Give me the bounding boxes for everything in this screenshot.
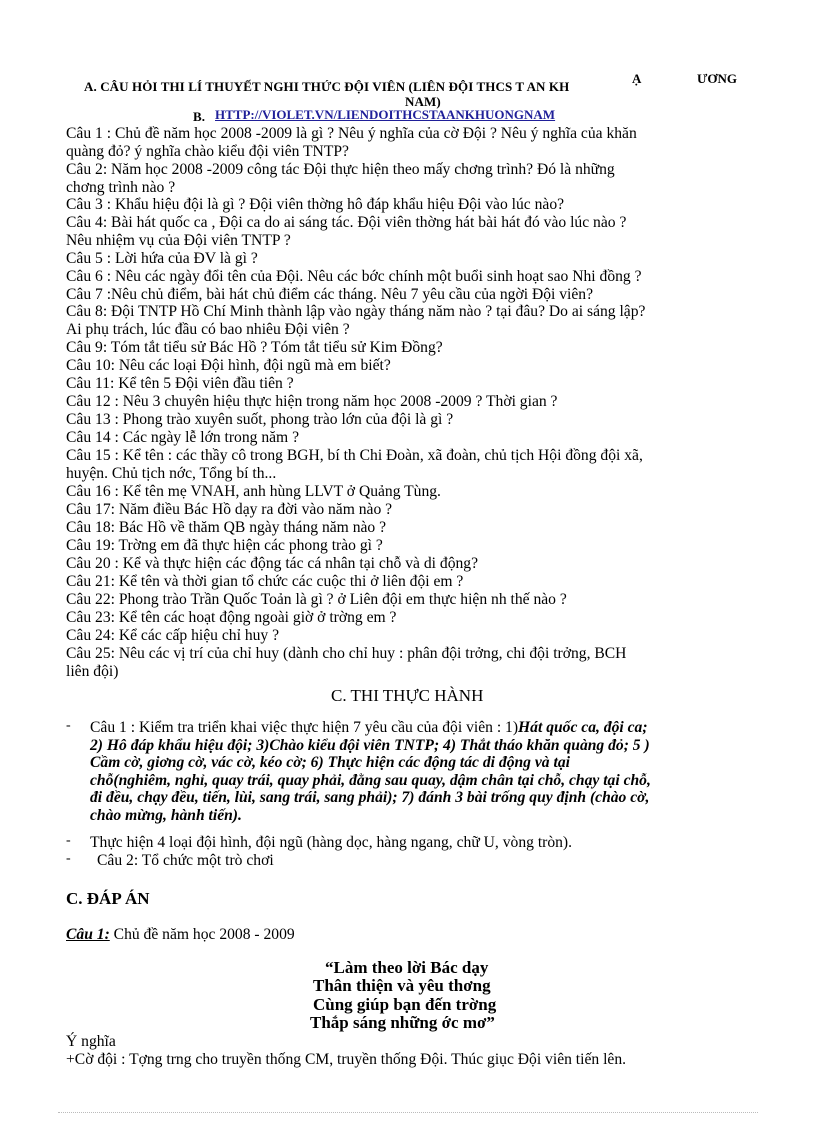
question-4: Câu 4: Bài hát quốc ca , Đội ca do ai sáng tác. Đội viên thờng hát bài hát đó vào lúc nào ? Nêu nhiệm vụ của Đội viên TNTP ? <box>66 214 627 249</box>
question-9: Câu 9: Tóm tắt tiểu sử Bác Hồ ? Tóm tắt tiểu sử Kim Đồng? <box>66 339 443 356</box>
meaning-line-1: +Cờ đội : Tợng trng cho truyền thống CM, truyền thống Đội. Thúc giục Đội viên tiến lên. <box>66 1051 627 1068</box>
question-3: Câu 3 : Khẩu hiệu đội là gì ? Đội viên thờng hô đáp khẩu hiệu Đội vào lúc nào? <box>66 196 565 213</box>
bullet-1: - <box>66 718 71 733</box>
header-line-a2: NAM) <box>405 94 441 109</box>
question-23: Câu 23: Kể tên các hoạt động ngoài giờ ở trờng em ? <box>66 609 397 626</box>
header-overprint-uong: ƯƠNG <box>697 71 737 86</box>
question-2: Câu 2: Năm học 2008 -2009 công tác Đội thực hiện theo mấy chơng trình? Đó là những chơng trình nào ? <box>66 161 615 196</box>
question-18: Câu 18: Bác Hồ về thăm QB ngày tháng năm nào ? <box>66 519 387 536</box>
question-1: Câu 1 : Chủ đề năm học 2008 -2009 là gì ? Nêu ý nghĩa của cờ Đội ? Nêu ý nghĩa của khăn quàng đỏ? ý nghĩa chào kiểu đội viên TNTP? <box>66 125 637 160</box>
question-16: Câu 16 : Kể tên mẹ VNAH, anh hùng LLVT ở Quảng Tùng. <box>66 483 441 500</box>
answer-1-intro: Câu 1: Chủ đề năm học 2008 - 2009 <box>66 926 295 943</box>
question-7: Câu 7 :Nêu chủ điểm, bài hát chủ điểm các tháng. Nêu 7 yêu cầu của ngời Đội viên? <box>66 286 593 303</box>
section-answers-heading: C. ĐÁP ÁN <box>66 889 150 908</box>
page-bottom-divider <box>58 1112 758 1113</box>
question-21: Câu 21: Kể tên và thời gian tổ chức các cuộc thi ở liên đội em ? <box>66 573 464 590</box>
header-line-b: B. <box>193 109 206 124</box>
question-24: Câu 24: Kể các cấp hiệu chỉ huy ? <box>66 627 280 644</box>
poem-line-3: Cùng giúp bạn đến trờng <box>313 995 497 1014</box>
question-20: Câu 20 : Kể và thực hiện các động tác cá nhân tại chỗ và di động? <box>66 555 479 572</box>
question-17: Câu 17: Năm điều Bác Hồ dạy ra đời vào năm nào ? <box>66 501 393 518</box>
answer-1-label: Câu 1: <box>66 926 110 943</box>
question-8: Câu 8: Đội TNTP Hồ Chí Minh thành lập vào ngày tháng năm nào ? tại đâu? Do ai sáng lập? Ai phụ trách, lúc đầu có bao nhiêu Đội viên ? <box>66 303 646 338</box>
question-6: Câu 6 : Nêu các ngày đổi tên của Đội. Nêu các bớc chính một buổi sinh hoạt sao Nhi đồng ? <box>66 268 642 285</box>
question-19: Câu 19: Trờng em đã thực hiện các phong trào gì ? <box>66 537 383 554</box>
question-15: Câu 15 : Kể tên : các thầy cô trong BGH, bí th Chi Đoàn, xã đoàn, chủ tịch Hội đồng đội xã, huyện. Chủ tịch nớc, Tổng bí th... <box>66 447 643 482</box>
question-10: Câu 10: Nêu các loại Đội hình, đội ngũ mà em biết? <box>66 357 391 374</box>
poem-line-4: Thắp sáng những ớc mơ” <box>310 1013 495 1032</box>
header-link[interactable]: HTTP://VIOLET.VN/LIENDOITHCSTAANKHUONGNAM <box>215 107 556 122</box>
header-overprint-a: Ạ <box>632 71 642 86</box>
question-11: Câu 11: Kể tên 5 Đội viên đầu tiên ? <box>66 375 294 392</box>
practice-item-1: Câu 1 : Kiểm tra triển khai việc thực hiện 7 yêu cầu của đội viên : 1)Hát quốc ca, đội ca; 2) Hô đáp khẩu hiệu đội; 3)Chào kiểu đội viên TNTP; 4) Thắt tháo khăn quàng đỏ; 5 ) Cầm cờ, giơng cờ, vác cờ, kéo cờ; 6) Thực hiện các động tác di động và tại chỗ(nghiêm, nghỉ, quay trái, quay phải, đằng sau quay, dậm chân tại chỗ, chạy tại chỗ, đi đều, chạy đều, tiến, lùi, sang trái, sang phải); 7) đánh 3 bài trống quy định (chào cờ, chào mừng, hành tiến). <box>90 719 651 824</box>
bullet-2: - <box>66 833 71 848</box>
poem-line-1: “Làm theo lời Bác dạy <box>325 958 489 977</box>
header-line-a: A. CÂU HỎI THI LÍ THUYẾT NGHI THỨC ĐỘI VIÊN (LIÊN ĐỘI THCS T AN KH <box>84 79 570 94</box>
poem-line-2: Thân thiện và yêu thơng <box>313 976 491 995</box>
section-practice-heading: C. THI THỰC HÀNH <box>331 686 484 705</box>
question-25: Câu 25: Nêu các vị trí của chỉ huy (dành cho chỉ huy : phân đội trởng, chi đội trởng, BCH liên đội) <box>66 645 627 680</box>
practice-item-3: Câu 2: Tổ chức một trò chơi <box>97 852 274 869</box>
question-13: Câu 13 : Phong trào xuyên suốt, phong trào lớn của đội là gì ? <box>66 411 454 428</box>
bullet-3: - <box>66 851 71 866</box>
question-22: Câu 22: Phong trào Trần Quốc Toản là gì ? ở Liên đội em thực hiện nh thế nào ? <box>66 591 567 608</box>
meaning-label: Ý nghĩa <box>66 1033 116 1050</box>
question-12: Câu 12 : Nêu 3 chuyên hiệu thực hiện trong năm học 2008 -2009 ? Thời gian ? <box>66 393 558 410</box>
question-5: Câu 5 : Lời hứa của ĐV là gì ? <box>66 250 258 267</box>
question-14: Câu 14 : Các ngày lễ lớn trong năm ? <box>66 429 300 446</box>
practice-item-2: Thực hiện 4 loại đội hình, đội ngũ (hàng dọc, hàng ngang, chữ U, vòng tròn). <box>90 834 573 851</box>
